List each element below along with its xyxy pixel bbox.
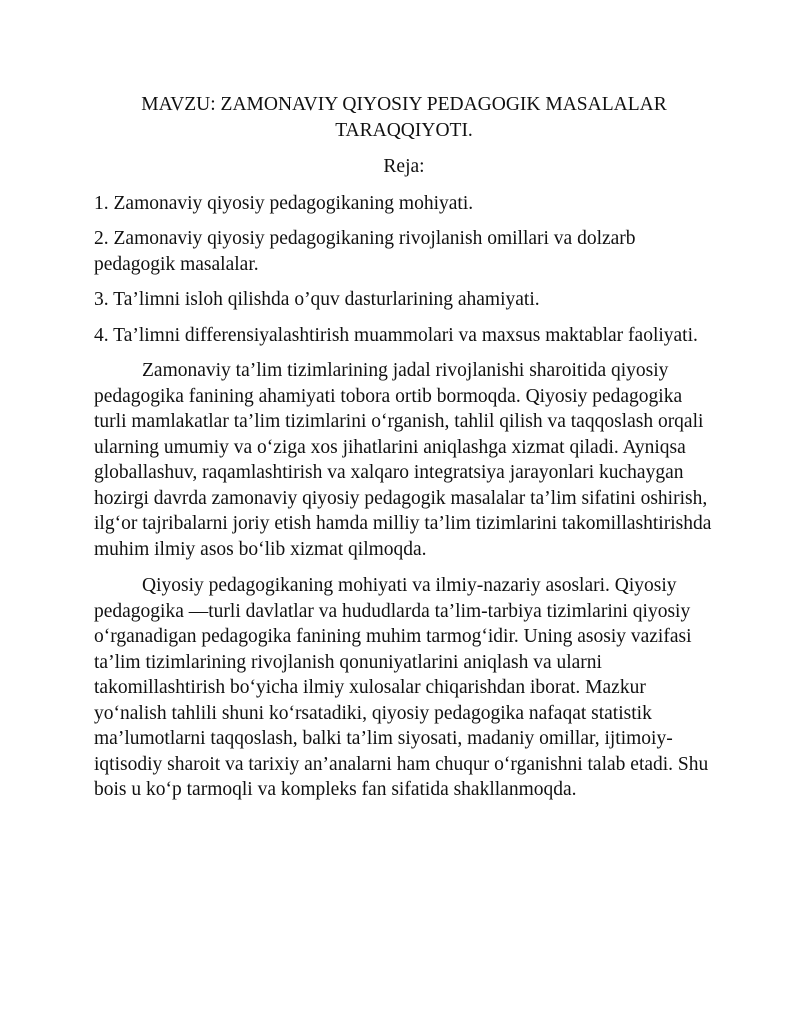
plan-item: 1. Zamonaviy qiyosiy pedagogikaning mohiyati. xyxy=(94,192,474,214)
document-page xyxy=(94,92,714,814)
plan-list xyxy=(94,191,714,349)
plan-item: 4. Ta’limni differensiyalashtirish muammolari va maxsus maktablar faoliyati. xyxy=(94,324,698,346)
document-title: MAVZU: ZAMONAVIY QIYOSIY PEDAGOGIK MASALALAR TARAQQIYOTI. xyxy=(141,94,667,141)
body-paragraph: Qiyosiy pedagogikaning mohiyati va ilmiy-nazariy asoslari. Qiyosiy pedagogika —turli davlatlar va hududlarda ta’lim-tarbiya tizimlarini qiyosiy o‘rganadigan pedagogika fanining muhim tarmog‘idir. Uning asosiy vazifasi ta’lim tizimlarining rivojlanish qonuniyatlarini aniqlash va ularni takomillashtirish bo‘yicha ilmiy xulosalar chiqarishdan iborat. Mazkur yo‘nalish tahlili shuni ko‘rsatadiki, qiyosiy pedagogika nafaqat statistik ma’lumotlarni taqqoslash, balki ta’lim siyosati, madaniy omillar, ijtimoiy-iqtisodiy sharoit va tarixiy an’analarni ham chuqur o‘rganishni talab etadi. Shu bois u ko‘p tarmoqli va kompleks fan sifatida shakllanmoqda. xyxy=(94,575,709,800)
body-paragraph: Zamonaviy ta’lim tizimlarining jadal rivojlanishi sharoitida qiyosiy pedagogika fanining ahamiyati tobora ortib bormoqda. Qiyosiy pedagogika turli mamlakatlar ta’lim tizimlarini o‘rganish, tahlil qilish va taqqoslash orqali ularning umumiy va o‘ziga xos jihatlarini aniqlashga xizmat qiladi. Ayniqsa globallashuv, raqamlashtirish va xalqaro integratsiya jarayonlari kuchaygan hozirgi davrda zamonaviy qiyosiy pedagogik masalalar ta’lim sifatini oshirish, ilg‘or tajribalarni joriy etish hamda milliy ta’lim tizimlarini takomillashtirishda muhim ilmiy asos bo‘lib xizmat qilmoqda. xyxy=(94,360,712,560)
plan-heading: Reja: xyxy=(383,156,425,177)
plan-item: 3. Ta’limni isloh qilishda o’quv dasturlarining ahamiyati. xyxy=(94,289,540,310)
plan-item: 2. Zamonaviy qiyosiy pedagogikaning rivojlanish omillari va dolzarb pedagogik masalalar. xyxy=(94,228,636,275)
